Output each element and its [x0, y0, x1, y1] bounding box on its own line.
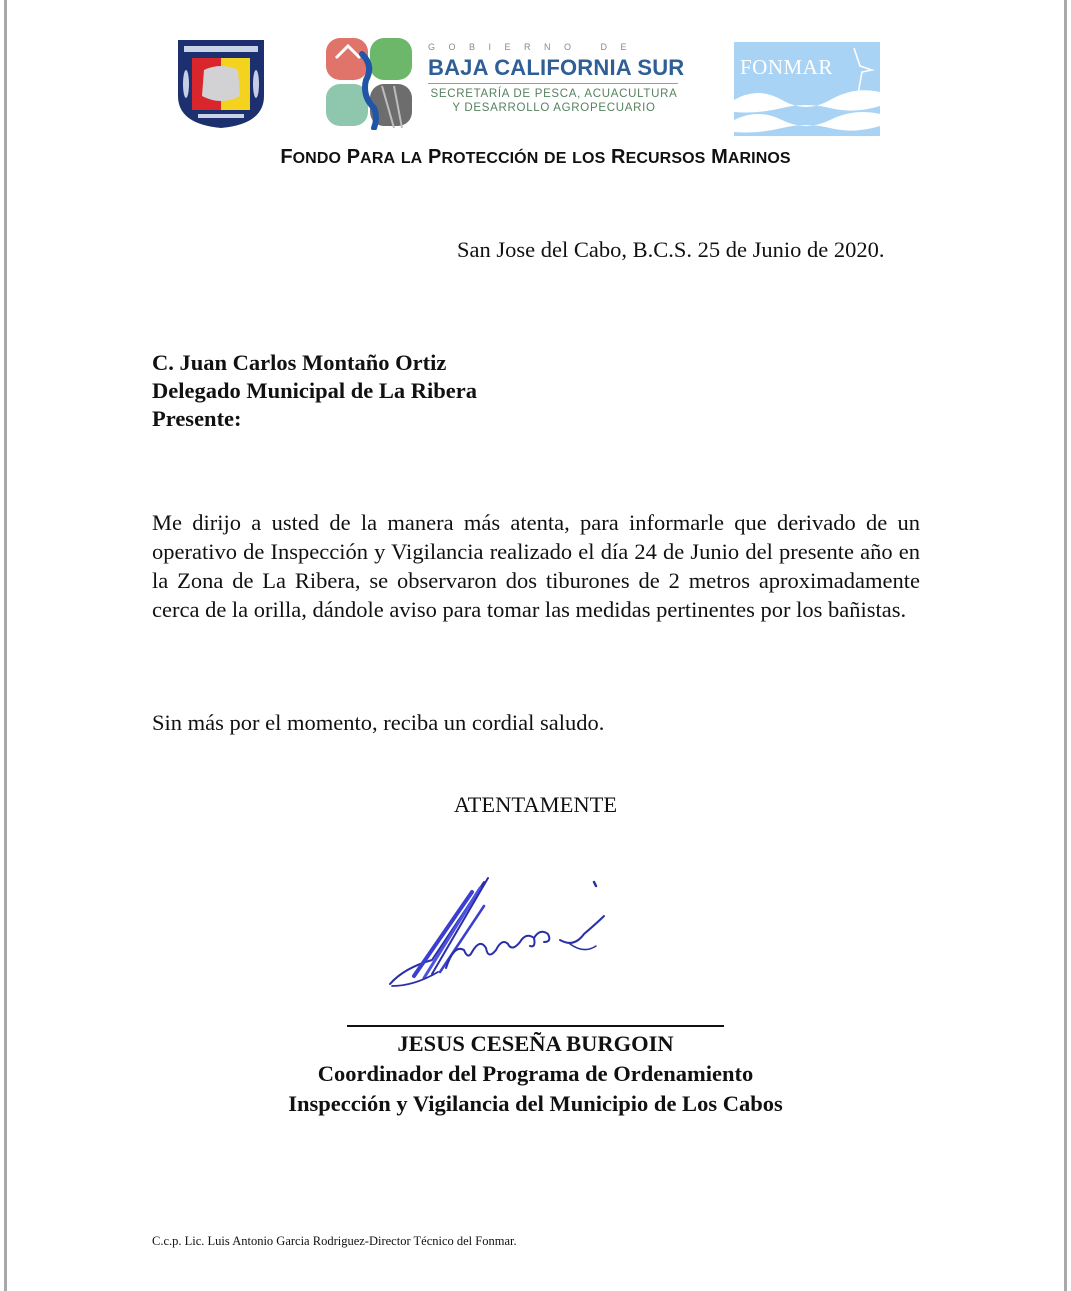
government-label: GOBIERNO DE	[428, 42, 641, 52]
recipient-position: Delegado Municipal de La Ribera	[152, 378, 477, 403]
org-title-word-2: PARA	[346, 146, 396, 168]
signer-name: JESUS CESEÑA BURGOIN	[397, 1031, 674, 1056]
org-title-word-6: LOS	[572, 150, 606, 167]
org-title-word-4: PROTECCIÓN	[428, 146, 539, 168]
signature-line	[347, 1025, 724, 1027]
place-date: San Jose del Cabo, B.C.S. 25 de Junio de 2020.	[457, 237, 885, 262]
org-title-word-5: DE	[544, 150, 567, 167]
fonmar-logo-text: FONMAR	[740, 55, 833, 79]
government-text-block	[428, 42, 685, 115]
department-line-1: SECRETARÍA DE PESCA, ACUACULTURA	[430, 88, 678, 100]
signature-icon	[384, 868, 684, 998]
bcs-coat-of-arms-logo	[174, 36, 268, 130]
waves-icon	[734, 42, 880, 136]
body-paragraph: Me dirijo a usted de la manera más atenta, para informarle que derivado de un operativo de Inspección y Vigilancia realizado el día 24 de Junio del presente año en la Zona de La Ribera, se observaron dos tiburones de 2 metros aproximadamente cerca de la orilla, dándole aviso para tomar las medidas pertinentes por los bañistas.	[152, 510, 920, 622]
org-title-word-7: RECURSOS	[611, 146, 706, 168]
carbon-copy-note: C.c.p. Lic. Luis Antonio Garcia Rodriguez-Director Técnico del Fonmar.	[152, 1234, 517, 1248]
signer-block	[0, 1029, 1071, 1119]
handwritten-signature	[384, 868, 684, 998]
letterhead-rule	[428, 83, 678, 84]
org-title-word-8: MARINOS	[711, 146, 791, 168]
fonmar-logo	[734, 42, 880, 136]
recipient-name: C. Juan Carlos Montaño Ortiz	[152, 350, 447, 375]
closing-line: Sin más por el momento, reciba un cordial saludo.	[152, 710, 605, 735]
sepada-logo	[322, 36, 416, 130]
sign-off	[0, 792, 1071, 818]
sepada-emblem-icon	[322, 36, 416, 130]
sign-off-text: ATENTAMENTE	[453, 792, 618, 817]
recipient-block	[152, 349, 477, 433]
organization-title	[0, 146, 1071, 169]
state-name: BAJA CALIFORNIA SUR	[428, 55, 685, 80]
org-title-word-3: LA	[400, 150, 423, 167]
signer-title-line-2: Inspección y Vigilancia del Municipio de Los Cabos	[288, 1091, 783, 1116]
coat-of-arms-icon	[174, 36, 268, 130]
org-title-word-1: FONDO	[280, 146, 342, 168]
department-line-2: Y DESARROLLO AGROPECUARIO	[452, 102, 656, 114]
signer-title-line-1: Coordinador del Programa de Ordenamiento	[317, 1061, 754, 1086]
recipient-salutation: Presente:	[152, 406, 242, 431]
